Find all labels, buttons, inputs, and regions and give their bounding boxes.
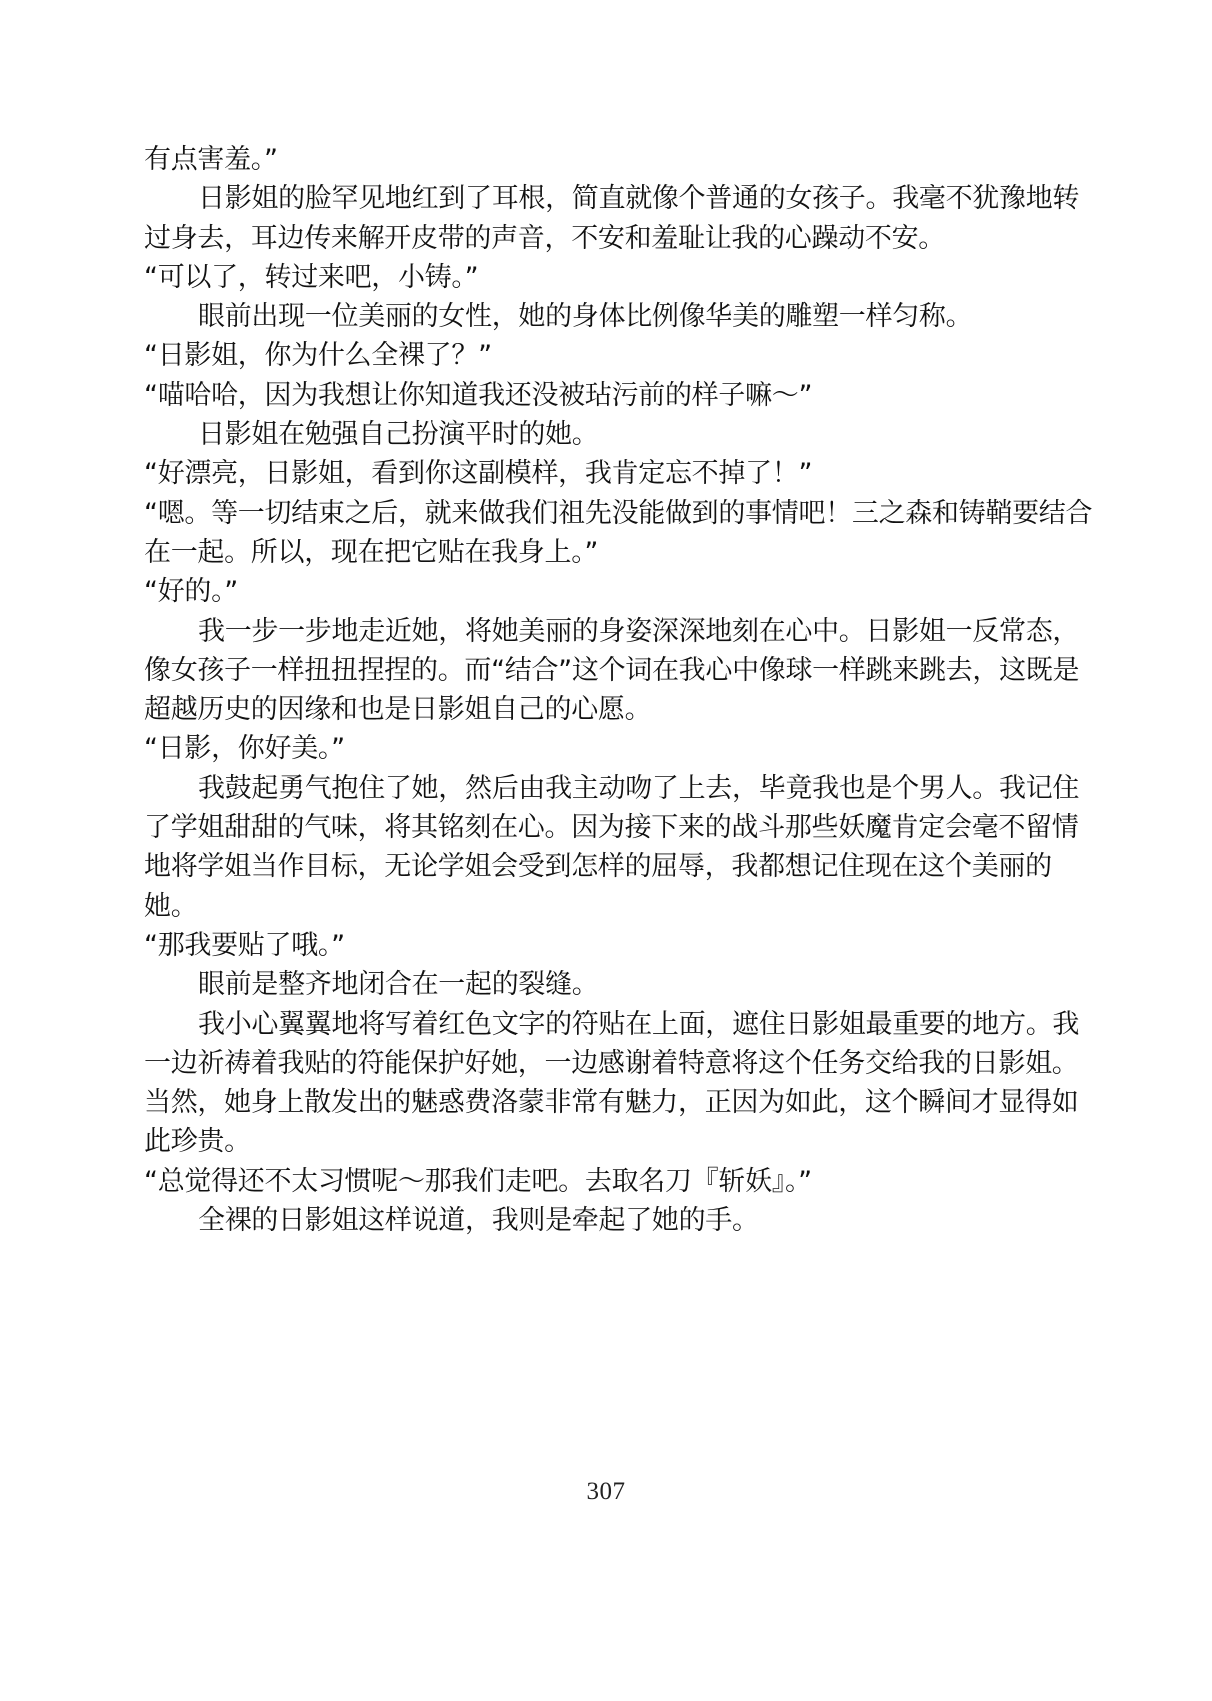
paragraph: “好漂亮，日影姐，看到你这副模样，我肯定忘不掉了！” — [144, 458, 813, 490]
paragraph: 我小心翼翼地将写着红色文字的符贴在上面，遮住日影姐最重要的地方。我一边祈祷着我贴的符能保护好她，一边感谢着特意将这个任务交给我的日影姐。当然，她身上散发出的魅惑费洛蒙非常有魅力，正因为如此，这个瞬间才显得如此珍贵。 — [144, 1008, 1080, 1158]
paragraph: “日影，你好美。” — [144, 733, 345, 765]
paragraph: 日影姐在勉强自己扮演平时的她。 — [198, 419, 599, 451]
paragraph: 全裸的日影姐这样说道，我则是牵起了她的手。 — [198, 1205, 759, 1237]
page-number: 307 — [586, 1478, 626, 1505]
body-text — [144, 140, 1100, 1240]
paragraph: “嗯。等一切结束之后，就来做我们祖先没能做到的事情吧！三之森和铸鞘要结合在一起。所以，现在把它贴在我身上。” — [144, 497, 1093, 568]
paragraph: 日影姐的脸罕见地红到了耳根，简直就像个普通的女孩子。我毫不犹豫地转过身去，耳边传来解开皮带的声音，不安和羞耻让我的心躁动不安。 — [144, 183, 1080, 254]
paragraph: 我鼓起勇气抱住了她，然后由我主动吻了上去，毕竟我也是个男人。我记住了学姐甜甜的气味，将其铭刻在心。因为接下来的战斗那些妖魔肯定会毫不留情地将学姐当作目标，无论学姐会受到怎样的屈辱，我都想记住现在这个美丽的她。 — [144, 772, 1080, 922]
paragraph: 眼前出现一位美丽的女性，她的身体比例像华美的雕塑一样匀称。 — [198, 301, 973, 333]
paragraph: “喵哈哈，因为我想让你知道我还没被玷污前的样子嘛～” — [144, 379, 813, 411]
paragraph: “好的。” — [144, 576, 238, 608]
paragraph: “总觉得还不太习惯呢～那我们走吧。去取名刀『斩妖』。” — [144, 1165, 812, 1197]
paragraph: 我一步一步地走近她，将她美丽的身姿深深地刻在心中。日影姐一反常态，像女孩子一样扭扭捏捏的。而“结合”这个词在我心中像球一样跳来跳去，这既是超越历史的因缘和也是日影姐自己的心愿。 — [144, 615, 1080, 726]
paragraph: “日影姐，你为什么全裸了？” — [144, 340, 492, 372]
paragraph: “那我要贴了哦。” — [144, 929, 345, 961]
paragraph: 有点害羞。” — [144, 144, 278, 175]
paragraph: 眼前是整齐地闭合在一起的裂缝。 — [198, 969, 599, 1001]
paragraph: “可以了，转过来吧，小铸。” — [144, 261, 479, 293]
